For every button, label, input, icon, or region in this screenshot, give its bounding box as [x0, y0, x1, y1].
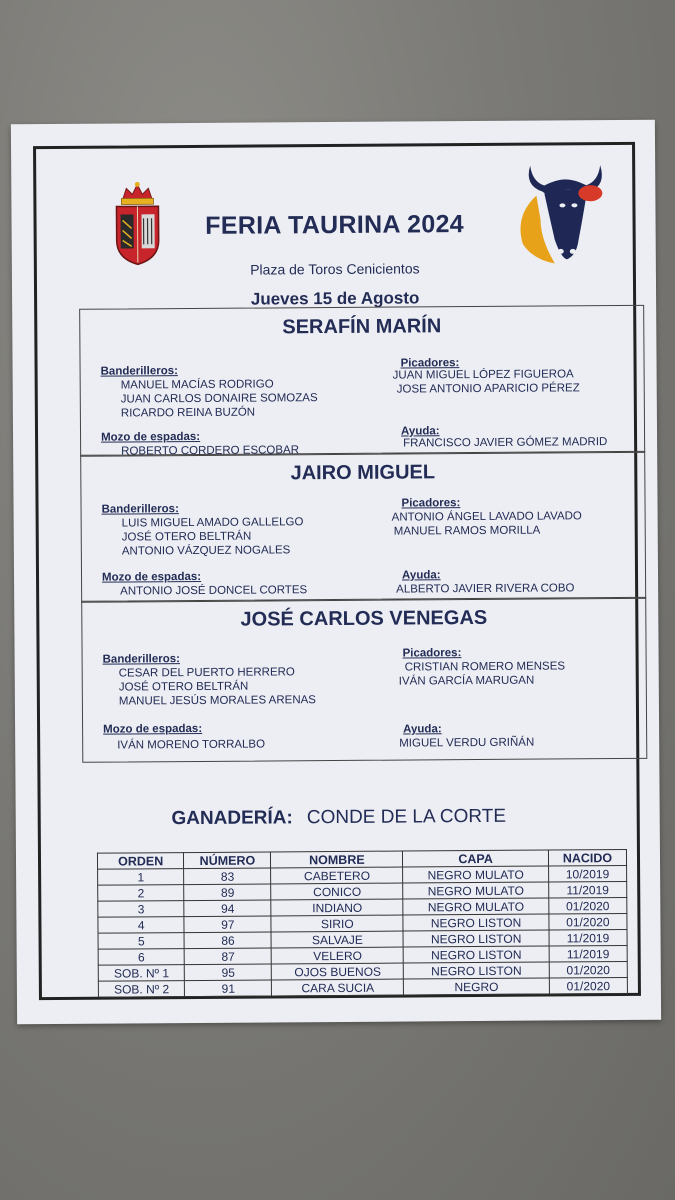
- banderillero-name: MANUEL MACÍAS RODRIGO: [120, 378, 274, 392]
- nombre-cell: INDIANO: [271, 899, 403, 916]
- picador-name: MANUEL RAMOS MORILLA: [393, 524, 541, 538]
- banderillero-name: JOSÉ OTERO BELTRÁN: [118, 680, 249, 694]
- column-header-orden: ORDEN: [97, 853, 184, 870]
- capa-cell: NEGRO LISTON: [403, 930, 549, 947]
- numero-cell: 89: [184, 884, 271, 901]
- ganaderia-line: [41, 805, 637, 831]
- orden-cell: 1: [98, 869, 185, 886]
- picadores-label: Picadores:: [401, 497, 461, 510]
- mozo-name: ROBERTO CORDERO ESCOBAR: [121, 444, 300, 458]
- nacido-cell: 01/2020: [549, 897, 627, 914]
- orden-cell: 6: [98, 949, 185, 966]
- nombre-cell: VELERO: [272, 947, 404, 964]
- banderillero-name: RICARDO REINA BUZÓN: [120, 406, 256, 420]
- picador-name: JUAN MIGUEL LÓPEZ FIGUEROA: [392, 368, 574, 382]
- column-header-capa: CAPA: [403, 850, 549, 867]
- picador-name: IVÁN GARCÍA MARUGAN: [398, 674, 535, 688]
- event-date: Jueves 15 de Agosto: [250, 288, 420, 309]
- table-row: [98, 977, 627, 997]
- mozo-label: Mozo de espadas:: [101, 430, 201, 444]
- numero-cell: 97: [184, 916, 271, 933]
- nacido-cell: 01/2020: [549, 961, 627, 978]
- ayuda-label: Ayuda:: [403, 723, 442, 736]
- nacido-cell: 11/2019: [549, 929, 627, 946]
- nombre-cell: CONICO: [271, 883, 403, 900]
- nacido-cell: 11/2019: [549, 881, 627, 898]
- orden-cell: SOB. Nº 2: [98, 981, 185, 998]
- bulls-table: [97, 849, 628, 998]
- capa-cell: NEGRO: [404, 978, 550, 995]
- torero-name: JOSÉ CARLOS VENEGAS: [240, 606, 488, 631]
- nacido-cell: 10/2019: [548, 865, 626, 882]
- sheet-border: [33, 142, 641, 1000]
- banderilleros-label: Banderilleros:: [100, 365, 178, 378]
- torero-block-3: [81, 597, 647, 763]
- nombre-cell: SALVAJE: [271, 931, 403, 948]
- nacido-cell: 11/2019: [549, 945, 627, 962]
- ayuda-label: Ayuda:: [401, 569, 441, 582]
- orden-cell: 2: [98, 885, 185, 902]
- numero-cell: 94: [184, 900, 271, 917]
- nacido-cell: 01/2020: [549, 977, 627, 994]
- mozo-name: IVÁN MORENO TORRALBO: [117, 738, 266, 752]
- nacido-cell: 01/2020: [549, 913, 627, 930]
- torero-name: SERAFÍN MARÍN: [282, 315, 442, 339]
- nombre-cell: SIRIO: [271, 915, 403, 932]
- torero-name: JAIRO MIGUEL: [290, 461, 436, 485]
- banderillero-name: JOSÉ OTERO BELTRÁN: [121, 530, 252, 544]
- banderilleros-label: Banderilleros:: [102, 653, 180, 666]
- column-header-nacido: NACIDO: [548, 849, 626, 866]
- torero-block-2: [80, 451, 646, 603]
- capa-cell: NEGRO MULATO: [403, 882, 549, 899]
- capa-cell: NEGRO LISTON: [404, 962, 550, 979]
- banderillero-name: CESAR DEL PUERTO HERRERO: [118, 666, 295, 680]
- mozo-label: Mozo de espadas:: [103, 722, 203, 736]
- banderillero-name: MANUEL JESÚS MORALES ARENAS: [118, 694, 316, 708]
- picador-name: ANTONIO ÁNGEL LAVADO LAVADO: [391, 510, 582, 524]
- capa-cell: NEGRO MULATO: [403, 866, 549, 883]
- picadores-label: Picadores:: [400, 357, 460, 370]
- numero-cell: 87: [185, 948, 272, 965]
- capa-cell: NEGRO LISTON: [403, 914, 549, 931]
- event-title: FERIA TAURINA 2024: [205, 210, 465, 240]
- nombre-cell: OJOS BUENOS: [272, 963, 404, 980]
- torero-block-1: [79, 305, 645, 457]
- orden-cell: SOB. Nº 1: [98, 965, 185, 982]
- orden-cell: 5: [98, 933, 185, 950]
- ayuda-name: FRANCISCO JAVIER GÓMEZ MADRID: [403, 436, 608, 450]
- column-header-nombre: NOMBRE: [271, 851, 403, 868]
- program-sheet: [11, 120, 661, 1024]
- column-header-numero: NÚMERO: [184, 852, 271, 869]
- ayuda-name: ALBERTO JAVIER RIVERA COBO: [396, 582, 575, 596]
- ganaderia-value: CONDE DE LA CORTE: [306, 805, 507, 829]
- banderillero-name: ANTONIO VÁZQUEZ NOGALES: [121, 544, 291, 558]
- ayuda-label: Ayuda:: [400, 425, 440, 438]
- numero-cell: 86: [184, 932, 271, 949]
- banderillero-name: JUAN CARLOS DONAIRE SOMOZAS: [120, 392, 318, 406]
- capa-cell: NEGRO MULATO: [403, 898, 549, 915]
- ganaderia-label: GANADERÍA:: [171, 807, 293, 830]
- venue-name: Plaza de Toros Cenicientos: [250, 260, 420, 278]
- banderilleros-label: Banderilleros:: [101, 503, 179, 516]
- capa-cell: NEGRO LISTON: [403, 946, 549, 963]
- picador-name: JOSE ANTONIO APARICIO PÉREZ: [396, 382, 580, 396]
- numero-cell: 91: [185, 980, 272, 997]
- mozo-name: ANTONIO JOSÉ DONCEL CORTES: [120, 584, 308, 598]
- mozo-label: Mozo de espadas:: [101, 570, 202, 584]
- orden-cell: 4: [98, 917, 185, 934]
- numero-cell: 83: [184, 868, 271, 885]
- banderillero-name: LUIS MIGUEL AMADO GALLELGO: [121, 516, 304, 530]
- nombre-cell: CARA SUCIA: [272, 979, 404, 996]
- ayuda-name: MIGUEL VERDU GRIÑÁN: [399, 736, 535, 750]
- picador-name: CRISTIAN ROMERO MENSES: [404, 660, 566, 674]
- nombre-cell: CABETERO: [271, 867, 403, 884]
- numero-cell: 95: [185, 964, 272, 981]
- orden-cell: 3: [98, 901, 185, 918]
- picadores-label: Picadores:: [402, 647, 462, 660]
